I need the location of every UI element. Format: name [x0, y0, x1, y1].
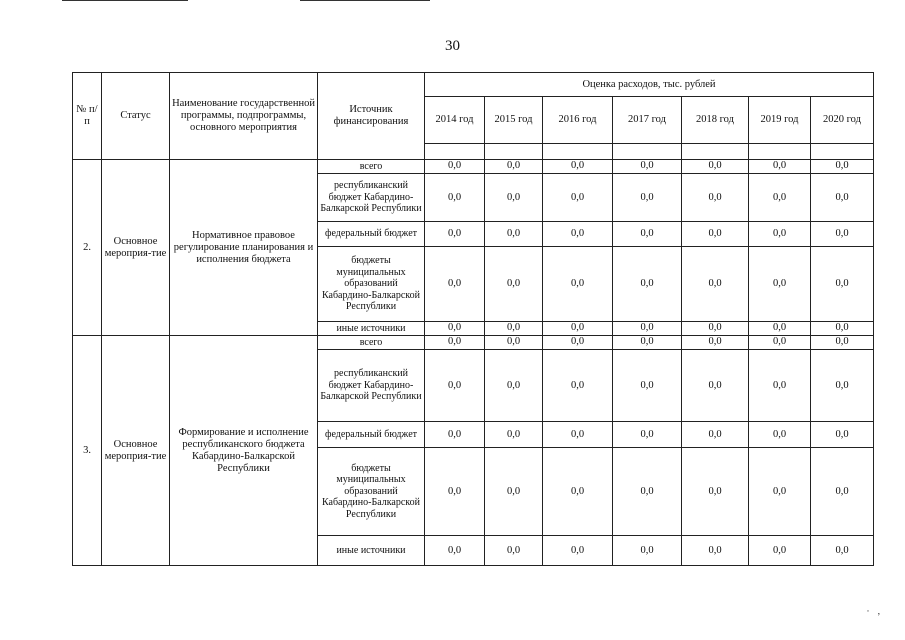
value-cell: 0,0	[485, 160, 543, 174]
value-cell: 0,0	[485, 322, 543, 336]
value-cell: 0,0	[811, 247, 874, 322]
value-cell: 0,0	[749, 336, 811, 350]
value-cell: 0,0	[425, 222, 485, 247]
value-cell: 0,0	[613, 422, 682, 448]
value-cell: 0,0	[682, 322, 749, 336]
budget-table	[72, 72, 874, 566]
year-header: 2020 год	[811, 97, 874, 144]
value-cell: 0,0	[543, 536, 613, 566]
value-cell: 0,0	[485, 336, 543, 350]
col-status-header: Статус	[102, 73, 170, 160]
value-cell: 0,0	[543, 222, 613, 247]
value-cell: 0,0	[682, 174, 749, 222]
value-cell: 0,0	[613, 160, 682, 174]
value-cell: 0,0	[485, 350, 543, 422]
value-cell: 0,0	[811, 448, 874, 536]
year-header: 2016 год	[543, 97, 613, 144]
entry-status: Основное мероприя-тие	[102, 160, 170, 336]
page-number: 30	[445, 38, 460, 54]
value-cell: 0,0	[811, 536, 874, 566]
value-cell: 0,0	[749, 448, 811, 536]
value-cell: 0,0	[425, 448, 485, 536]
table-row	[73, 336, 874, 350]
value-cell: 0,0	[543, 322, 613, 336]
col-source-header: Источник финансирования	[318, 73, 425, 160]
value-cell: 0,0	[811, 322, 874, 336]
entry-num: 3.	[73, 336, 102, 566]
value-cell: 0,0	[749, 247, 811, 322]
entry-num: 2.	[73, 160, 102, 336]
value-cell: 0,0	[749, 222, 811, 247]
scan-artifact-line	[300, 0, 430, 1]
value-cell: 0,0	[749, 536, 811, 566]
source-cell: иные источники	[318, 322, 425, 336]
value-cell: 0,0	[543, 160, 613, 174]
col-num-header: № п/п	[73, 73, 102, 160]
value-cell: 0,0	[811, 350, 874, 422]
value-cell: 0,0	[425, 350, 485, 422]
col-name-header: Наименование государственной программы, подпрограммы, основного мероприятия	[170, 73, 318, 160]
source-cell: бюджеты муниципальных образований Кабардино-Балкарской Республики	[318, 448, 425, 536]
value-cell: 0,0	[425, 536, 485, 566]
value-cell: 0,0	[425, 336, 485, 350]
value-cell: 0,0	[811, 174, 874, 222]
value-cell: 0,0	[543, 247, 613, 322]
value-cell: 0,0	[613, 222, 682, 247]
value-cell: 0,0	[682, 350, 749, 422]
source-cell: республиканский бюджет Кабардино-Балкарской Республики	[318, 174, 425, 222]
value-cell: 0,0	[485, 448, 543, 536]
header-row	[73, 73, 874, 97]
year-header: 2017 год	[613, 97, 682, 144]
value-cell: 0,0	[425, 160, 485, 174]
source-cell: всего	[318, 336, 425, 350]
year-header: 2018 год	[682, 97, 749, 144]
value-cell: 0,0	[425, 247, 485, 322]
value-cell: 0,0	[613, 350, 682, 422]
value-cell: 0,0	[485, 247, 543, 322]
value-cell: 0,0	[485, 174, 543, 222]
value-cell: 0,0	[682, 448, 749, 536]
value-cell: 0,0	[749, 174, 811, 222]
source-cell: всего	[318, 160, 425, 174]
estimate-header: Оценка расходов, тыс. рублей	[425, 73, 874, 97]
year-header: 2015 год	[485, 97, 543, 144]
source-cell: федеральный бюджет	[318, 222, 425, 247]
value-cell: 0,0	[543, 336, 613, 350]
value-cell: 0,0	[543, 174, 613, 222]
entry-name: Нормативное правовое регулирование планирования и исполнения бюджета	[170, 160, 318, 336]
value-cell: 0,0	[543, 422, 613, 448]
source-cell: федеральный бюджет	[318, 422, 425, 448]
value-cell: 0,0	[613, 174, 682, 222]
value-cell: 0,0	[811, 222, 874, 247]
value-cell: 0,0	[682, 160, 749, 174]
value-cell: 0,0	[811, 336, 874, 350]
value-cell: 0,0	[543, 350, 613, 422]
source-cell: республиканский бюджет Кабардино-Балкарской Республики	[318, 350, 425, 422]
value-cell: 0,0	[485, 222, 543, 247]
value-cell: 0,0	[682, 247, 749, 322]
value-cell: 0,0	[613, 247, 682, 322]
value-cell: 0,0	[749, 350, 811, 422]
table-row	[73, 160, 874, 174]
value-cell: 0,0	[425, 174, 485, 222]
value-cell: 0,0	[613, 536, 682, 566]
value-cell: 0,0	[682, 536, 749, 566]
value-cell: 0,0	[425, 422, 485, 448]
entry-status: Основное мероприя-тие	[102, 336, 170, 566]
value-cell: 0,0	[682, 422, 749, 448]
value-cell: 0,0	[485, 422, 543, 448]
year-header: 2019 год	[749, 97, 811, 144]
value-cell: 0,0	[543, 448, 613, 536]
value-cell: 0,0	[749, 160, 811, 174]
source-cell: иные источники	[318, 536, 425, 566]
value-cell: 0,0	[749, 422, 811, 448]
year-header: 2014 год	[425, 97, 485, 144]
value-cell: 0,0	[485, 536, 543, 566]
value-cell: 0,0	[749, 322, 811, 336]
scan-artifact-mark: · ,	[866, 606, 883, 616]
value-cell: 0,0	[613, 336, 682, 350]
source-cell: бюджеты муниципальных образований Кабардино-Балкарской Республики	[318, 247, 425, 322]
entry-name: Формирование и исполнение республиканского бюджета Кабардино-Балкарской Республики	[170, 336, 318, 566]
value-cell: 0,0	[613, 448, 682, 536]
scan-artifact-line	[62, 0, 188, 1]
value-cell: 0,0	[811, 422, 874, 448]
value-cell: 0,0	[682, 222, 749, 247]
value-cell: 0,0	[613, 322, 682, 336]
value-cell: 0,0	[811, 160, 874, 174]
value-cell: 0,0	[425, 322, 485, 336]
value-cell: 0,0	[682, 336, 749, 350]
